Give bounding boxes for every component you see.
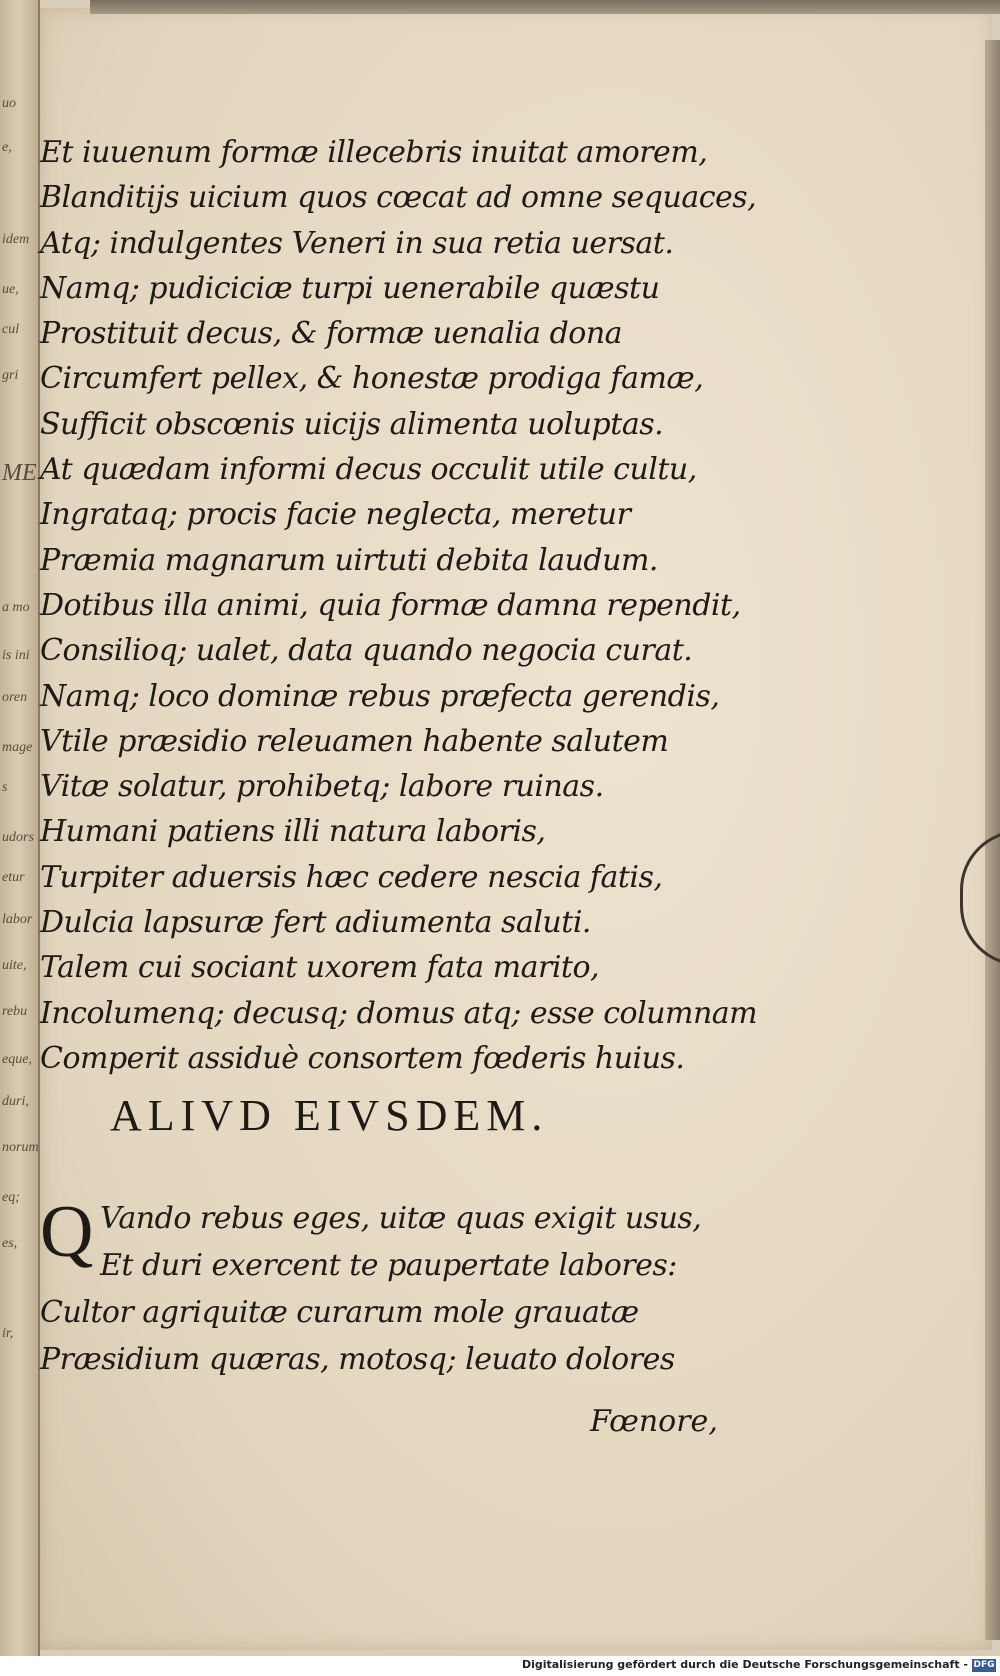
prev-page-fragment: labor (2, 912, 33, 927)
prev-page-fragment: ue, (2, 282, 19, 297)
verse-line: Humani patiens illi natura laboris, (40, 814, 546, 850)
verse-line: Vitæ solatur, prohibetq; labore ruinas. (40, 769, 604, 805)
verse-line: Incolumenq; decusq; domus atq; esse columnam (40, 995, 758, 1031)
dfg-logo: DFG (973, 1660, 995, 1670)
verse-line: Blanditijs uicium quos cœcat ad omne sequaces, (40, 180, 757, 216)
verse-block (40, 130, 940, 1081)
prev-page-fragment: norum (2, 1140, 39, 1155)
prev-page-fragment: mage (2, 740, 33, 755)
verse-line: Atq; indulgentes Veneri in sua retia uersat. (40, 225, 674, 261)
verse-line: Circumfert pellex, & honestæ prodiga famæ, (40, 361, 704, 397)
prev-page-fragment: udors (2, 830, 34, 845)
prev-page-fragment: eque, (2, 1052, 32, 1067)
prev-page-fragment: ME (2, 460, 37, 486)
verse-line: Comperit assiduè consortem fœderis huius. (40, 1040, 685, 1076)
prev-page-fragment: idem (2, 232, 30, 247)
section-heading: ALIVD EIVSDEM. (110, 1091, 549, 1140)
prev-page-fragment: rebu (2, 1004, 28, 1019)
footer-bar (0, 1656, 1000, 1676)
prev-page-fragment: ir, (2, 1326, 14, 1341)
verse-line: Præmia magnarum uirtuti debita laudum. (40, 542, 658, 578)
prev-page-fragment: a mo (2, 600, 30, 615)
stanza-block (40, 1191, 940, 1383)
verse-line: Prostituit decus, & formæ uenalia dona (40, 316, 623, 352)
catchword: Fœnore, (590, 1404, 718, 1439)
verse-line: Et iuuenum formæ illecebris inuitat amorem, (40, 135, 708, 170)
prev-page-fragment: cul (2, 322, 20, 337)
drop-cap: Q (40, 1191, 93, 1273)
verse-line: Dulcia lapsuræ fert adiumenta saluti. (40, 905, 591, 941)
prev-page-fragment: oren (2, 690, 28, 705)
stanza-line: Et duri exercent te paupertate labores: (100, 1248, 677, 1283)
prev-page-fragment: is ini (2, 648, 30, 663)
verse-line: Talem cui sociant uxorem fata marito, (40, 950, 600, 986)
prev-page-fragment: s (2, 780, 8, 795)
prev-page-fragment: es, (2, 1236, 18, 1251)
prev-page-fragment: etur (2, 870, 25, 885)
prev-page-fragment: duri, (2, 1094, 29, 1109)
verse-line: Turpiter aduersis hæc cedere nescia fatis, (40, 859, 663, 895)
previous-page-edge (0, 0, 40, 1656)
stanza-line: Cultor agriquitæ curarum mole grauatæ (40, 1295, 639, 1330)
prev-page-fragment: uite, (2, 958, 27, 973)
stanza-line: Præsidium quæras, motosq; leuato dolores (40, 1342, 675, 1377)
verse-line: Vtile præsidio releuamen habente salutem (40, 723, 669, 759)
verse-line: Dotibus illa animi, quia formæ damna rependit, (40, 587, 741, 623)
verse-line: Namq; pudiciciæ turpi uenerabile quæstu (40, 270, 660, 306)
prev-page-fragment: e, (2, 140, 12, 155)
prev-page-fragment: uo (2, 96, 16, 111)
verse-line: Sufficit obscœnis uicijs alimenta uoluptas. (40, 406, 664, 442)
verse-line: At quædam informi decus occulit utile cultu, (40, 452, 697, 488)
verse-line: Consilioq; ualet, data quando negocia curat. (40, 633, 693, 669)
prev-page-fragment: eq; (2, 1190, 20, 1205)
page-top-edge (90, 0, 1000, 14)
verse-line: Namq; loco dominæ rebus præfecta gerendis, (40, 678, 720, 714)
stanza-line: Vando rebus eges, uitæ quas exigit usus, (100, 1201, 702, 1236)
verse-line: Ingrataq; procis facie neglecta, meretur (40, 497, 631, 533)
prev-page-fragment: gri (2, 368, 19, 383)
funding-notice: Digitalisierung gefördert durch die Deutsche Forschungsgemeinschaft - (521, 1658, 968, 1671)
